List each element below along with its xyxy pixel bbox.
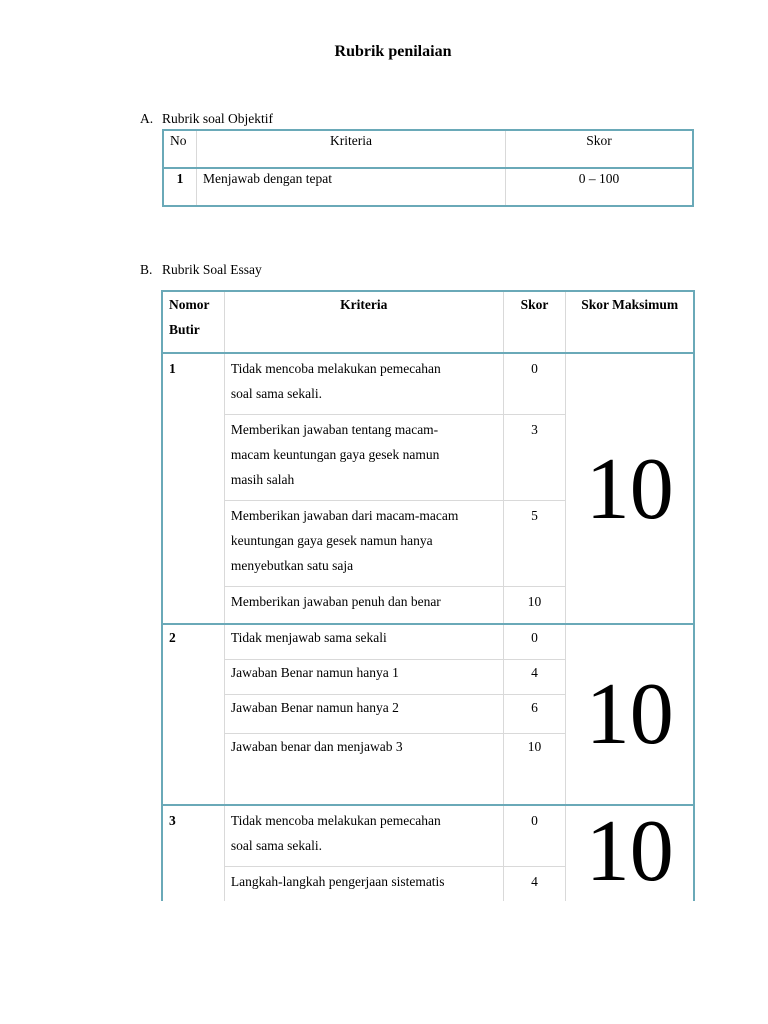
criteria-score: 0 bbox=[503, 624, 566, 660]
criteria-score: 0 bbox=[503, 353, 566, 415]
table-row bbox=[163, 168, 693, 206]
criteria-text: Memberikan jawaban dari macam-macam keuntungan gaya gesek namun hanya menyebutkan satu saja bbox=[224, 501, 503, 587]
table-header-row bbox=[163, 130, 693, 168]
row-skor: 0 – 100 bbox=[506, 168, 694, 206]
criteria-score: 4 bbox=[503, 867, 566, 902]
section-a-heading bbox=[140, 111, 273, 127]
header-butir: Butir bbox=[169, 322, 200, 337]
criteria-score: 3 bbox=[503, 415, 566, 501]
criteria-score: 4 bbox=[503, 660, 566, 695]
section-a-letter: A. bbox=[140, 111, 154, 126]
section-b-heading bbox=[140, 262, 262, 278]
header-kriteria: Kriteria bbox=[197, 130, 506, 168]
criteria-text: Tidak mencoba melakukan pemecahan soal sama sekali. bbox=[224, 353, 503, 415]
item-number: 1 bbox=[162, 353, 224, 624]
criteria-score: 10 bbox=[503, 587, 566, 625]
header-skor-maksimum: Skor Maksimum bbox=[566, 291, 694, 353]
criteria-text: Memberikan jawaban penuh dan benar bbox=[224, 587, 503, 625]
item-number: 2 bbox=[162, 624, 224, 805]
criteria-text: Jawaban Benar namun hanya 1 bbox=[224, 660, 503, 695]
criteria-text: Memberikan jawaban tentang macam- macam keuntungan gaya gesek namun masih salah bbox=[224, 415, 503, 501]
header-skor: Skor bbox=[503, 291, 566, 353]
section-b-letter: B. bbox=[140, 262, 153, 277]
criteria-score: 0 bbox=[503, 805, 566, 867]
criteria-score: 10 bbox=[503, 734, 566, 806]
section-b-title: Rubrik Soal Essay bbox=[162, 262, 262, 277]
table-row bbox=[162, 805, 694, 867]
page-title: Rubrik penilaian bbox=[334, 43, 452, 60]
criteria-text: Langkah-langkah pengerjaan sistematis bbox=[224, 867, 503, 902]
criteria-text: Jawaban benar dan menjawab 3 bbox=[224, 734, 503, 806]
header-skor: Skor bbox=[506, 130, 694, 168]
criteria-text: Tidak mencoba melakukan pemecahan soal sama sekali. bbox=[224, 805, 503, 867]
criteria-text: Tidak menjawab sama sekali bbox=[224, 624, 503, 660]
section-a-title: Rubrik soal Objektif bbox=[162, 111, 273, 126]
objective-rubric-table bbox=[162, 129, 694, 207]
max-score: 10 bbox=[566, 624, 694, 805]
table-row bbox=[162, 353, 694, 415]
max-score: 10 bbox=[566, 805, 694, 901]
criteria-score: 6 bbox=[503, 695, 566, 734]
essay-table-viewport bbox=[161, 290, 695, 901]
max-score: 10 bbox=[566, 353, 694, 624]
header-kriteria: Kriteria bbox=[224, 291, 503, 353]
header-nomor: Nomor bbox=[169, 297, 210, 312]
header-no: No bbox=[163, 130, 197, 168]
row-no: 1 bbox=[163, 168, 197, 206]
criteria-text: Jawaban Benar namun hanya 2 bbox=[224, 695, 503, 734]
row-kriteria: Menjawab dengan tepat bbox=[197, 168, 506, 206]
essay-rubric-table bbox=[161, 290, 695, 901]
table-row bbox=[162, 624, 694, 660]
item-number: 3 bbox=[162, 805, 224, 901]
table-header-row bbox=[162, 291, 694, 353]
criteria-score: 5 bbox=[503, 501, 566, 587]
header-nomor-butir bbox=[162, 291, 224, 353]
